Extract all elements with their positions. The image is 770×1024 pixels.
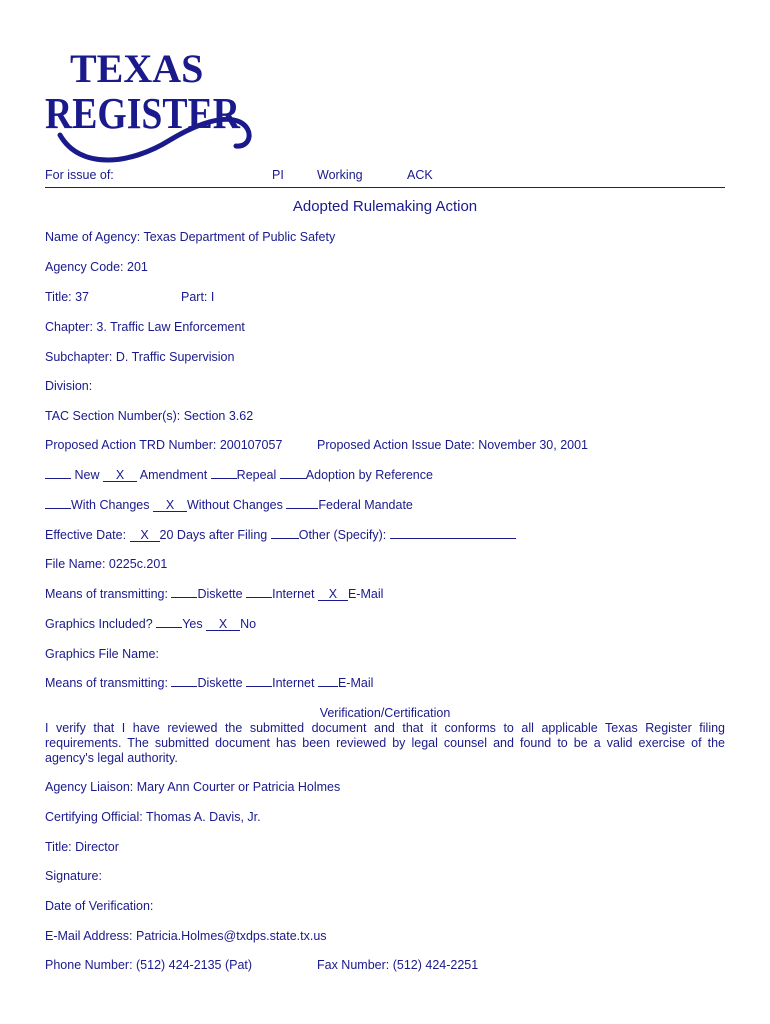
- diskette-blank-1[interactable]: [171, 597, 197, 598]
- graphics-row: [45, 617, 256, 631]
- federal-mandate-label: Federal Mandate: [318, 498, 413, 512]
- file-name: File Name: 0225c.201: [45, 557, 168, 571]
- header-divider: [45, 187, 725, 188]
- internet-blank-2[interactable]: [246, 686, 272, 687]
- internet-label-2: Internet: [272, 676, 315, 690]
- internet-label-1: Internet: [272, 587, 315, 601]
- form-title: Adopted Rulemaking Action: [292, 198, 478, 215]
- agency-liaison: Agency Liaison: Mary Ann Courter or Patricia Holmes: [45, 780, 341, 794]
- trd-number: Proposed Action TRD Number: 200107057: [45, 438, 283, 452]
- transmit-label-1: Means of transmitting:: [45, 587, 168, 601]
- transmit-row-1: [45, 587, 383, 601]
- official-title: Title: Director: [45, 840, 119, 854]
- adoption-label: Adoption by Reference: [305, 468, 433, 482]
- effective-date-label: Effective Date:: [45, 528, 127, 542]
- adoption-blank[interactable]: [280, 478, 306, 479]
- amendment-blank[interactable]: X: [103, 469, 137, 482]
- division: Division:: [45, 379, 93, 393]
- certifying-official: Certifying Official: Thomas A. Davis, Jr.: [45, 810, 261, 824]
- email-address: E-Mail Address: Patricia.Holmes@txdps.state.tx.us: [45, 929, 327, 943]
- diskette-label-2: Diskette: [197, 676, 243, 690]
- logo-text-bottom: REGISTER: [45, 89, 242, 138]
- graphics-no-label: No: [240, 617, 257, 631]
- twenty-days-blank[interactable]: X: [130, 529, 160, 542]
- new-blank[interactable]: [45, 478, 71, 479]
- signature: Signature:: [45, 869, 102, 883]
- issue-date: Proposed Action Issue Date: November 30, 2001: [317, 438, 588, 452]
- with-changes-blank[interactable]: [45, 508, 71, 509]
- date-of-verification: Date of Verification:: [45, 899, 154, 913]
- verification-text: I verify that I have reviewed the submitted document and that it conforms to all applicable Texas Register filing requirements. The submitted document has been reviewed by legal counsel and found to be a valid exercise of the agency's legal authority.: [45, 721, 725, 765]
- agency-name: Name of Agency: Texas Department of Public Safety: [45, 230, 336, 244]
- email-label-2: E-Mail: [337, 676, 374, 690]
- effective-date-row: [45, 528, 516, 542]
- other-label: Other (Specify):: [298, 528, 387, 542]
- for-issue-label: For issue of:: [45, 168, 114, 182]
- with-changes-label: With Changes: [71, 498, 150, 512]
- pi-label: PI: [272, 168, 284, 182]
- amendment-label: Amendment: [139, 468, 208, 482]
- agency-code: Agency Code: 201: [45, 260, 148, 274]
- email-blank-1[interactable]: X: [318, 588, 348, 601]
- new-label: New: [74, 468, 100, 482]
- fax-number: Fax Number: (512) 424-2251: [317, 958, 479, 972]
- transmit-label-2: Means of transmitting:: [45, 676, 168, 690]
- diskette-label-1: Diskette: [197, 587, 243, 601]
- ack-label: ACK: [407, 168, 433, 182]
- working-label: Working: [317, 168, 363, 182]
- graphics-label: Graphics Included?: [45, 617, 153, 631]
- texas-register-logo: [40, 40, 270, 170]
- graphics-yes-blank[interactable]: [156, 627, 182, 628]
- without-changes-label: Without Changes: [187, 498, 283, 512]
- action-type-row: [45, 468, 433, 482]
- email-label-1: E-Mail: [347, 587, 384, 601]
- subchapter: Subchapter: D. Traffic Supervision: [45, 350, 235, 364]
- chapter: Chapter: 3. Traffic Law Enforcement: [45, 320, 245, 334]
- twenty-days-label: 20 Days after Filing: [159, 528, 268, 542]
- repeal-blank[interactable]: [211, 478, 237, 479]
- graphics-file-name: Graphics File Name:: [45, 647, 159, 661]
- other-blank[interactable]: [271, 538, 299, 539]
- repeal-label: Repeal: [236, 468, 277, 482]
- graphics-yes-label: Yes: [182, 617, 203, 631]
- tac-section: TAC Section Number(s): Section 3.62: [45, 409, 254, 423]
- internet-blank-1[interactable]: [246, 597, 272, 598]
- graphics-no-blank[interactable]: X: [206, 618, 240, 631]
- phone-number: Phone Number: (512) 424-2135 (Pat): [45, 958, 253, 972]
- other-specify-field[interactable]: [390, 538, 516, 539]
- diskette-blank-2[interactable]: [171, 686, 197, 687]
- without-changes-blank[interactable]: X: [153, 499, 187, 512]
- transmit-row-2: [45, 676, 373, 690]
- part-number: Part: I: [181, 290, 215, 304]
- changes-row: [45, 498, 413, 512]
- verification-heading: Verification/Certification: [319, 706, 451, 720]
- logo-text-top: TEXAS: [70, 46, 204, 91]
- title-number: Title: 37: [45, 290, 90, 304]
- federal-mandate-blank[interactable]: [286, 508, 318, 509]
- email-blank-2[interactable]: [318, 686, 338, 687]
